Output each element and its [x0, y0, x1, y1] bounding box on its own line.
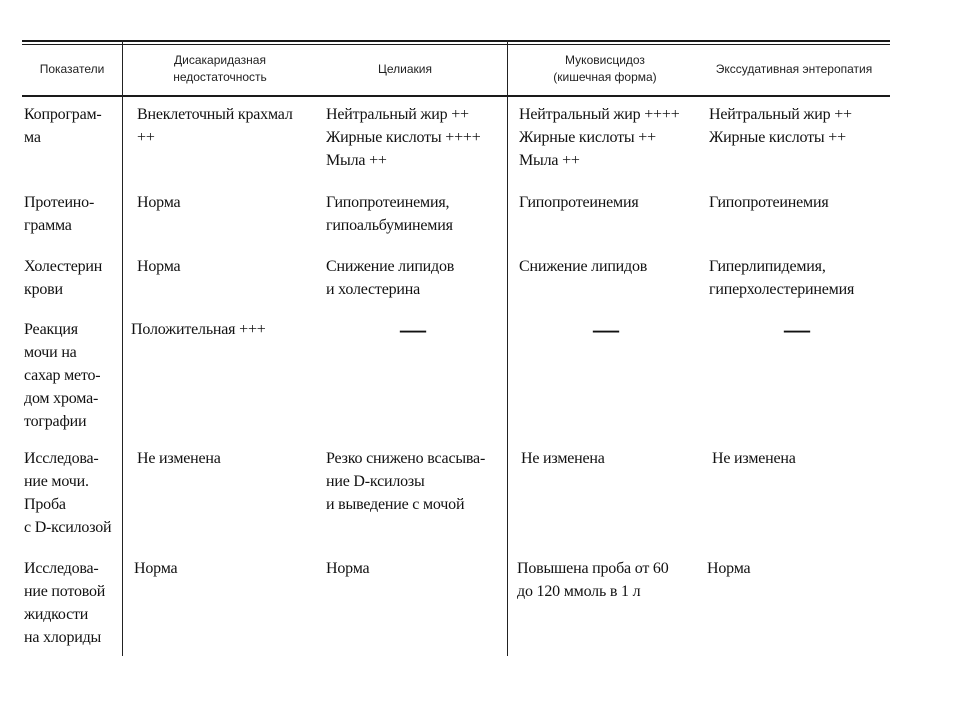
table-cell: Не изменена	[712, 450, 796, 467]
table-cell: Нейтральный жир ++++ Жирные кислоты ++ Мыла ++	[519, 106, 680, 169]
table-cell: Норма	[134, 560, 178, 577]
table-cell: Не изменена	[521, 450, 605, 467]
table-cell: Норма	[326, 560, 370, 577]
row-label: Копрограм- ма	[24, 106, 102, 146]
table-cell: Не изменена	[137, 450, 221, 467]
empty-value-dash: —	[400, 315, 426, 344]
header-bottom-rule	[22, 95, 890, 97]
row-label: Исследова- ние потовой жидкости на хлориды	[24, 560, 106, 646]
table-cell: Норма	[137, 194, 181, 211]
empty-value-dash: —	[593, 315, 619, 344]
row-label: Исследова- ние мочи. Проба с D-ксилозой	[24, 450, 112, 536]
row-label: Протеино- грамма	[24, 194, 95, 234]
row-label: Холестерин крови	[24, 258, 103, 298]
header-cell-celiac: Целиакия	[378, 62, 432, 76]
table-top-rule-inner	[22, 44, 890, 45]
table-cell: Нейтральный жир ++ Жирные кислоты ++++ Мыла ++	[326, 106, 481, 169]
table-cell: Снижение липидов	[519, 258, 648, 275]
table-cell: Снижение липидов и холестерина	[326, 258, 455, 298]
table-cell: Положительная +++	[131, 321, 266, 338]
column-divider-middle	[507, 40, 508, 656]
header-cell-disaccharidase: Дисакаридазная недостаточность	[173, 53, 267, 84]
table-cell: Гипопротеинемия	[709, 194, 829, 211]
column-divider-first	[122, 40, 123, 656]
header-cell-exudative: Экссудативная энтеропатия	[715, 62, 873, 76]
header-cell-cystic-fibrosis: Муковисцидоз (кишечная форма)	[553, 53, 657, 84]
empty-value-dash: —	[784, 315, 810, 344]
table-cell: Норма	[137, 258, 181, 275]
table-cell: Нейтральный жир ++ Жирные кислоты ++	[709, 106, 852, 146]
table-cell: Гипопротеинемия	[519, 194, 639, 211]
table-top-rule	[22, 40, 890, 42]
table-cell: Гипопротеинемия, гипоальбуминемия	[326, 194, 453, 234]
row-label: Реакция мочи на сахар мето- дом хрома- тографии	[24, 321, 101, 430]
table-cell: Норма	[707, 560, 751, 577]
table-cell: Резко снижено всасыва- ние D-ксилозы и выведение с мочой	[326, 450, 486, 513]
table-cell: Внеклеточный крахмал ++	[137, 106, 293, 146]
header-cell-indicators: Показатели	[39, 62, 105, 76]
table-cell: Повышена проба от 60 до 120 ммоль в 1 л	[517, 560, 669, 600]
table-cell: Гиперлипидемия, гиперхолестеринемия	[709, 258, 855, 298]
